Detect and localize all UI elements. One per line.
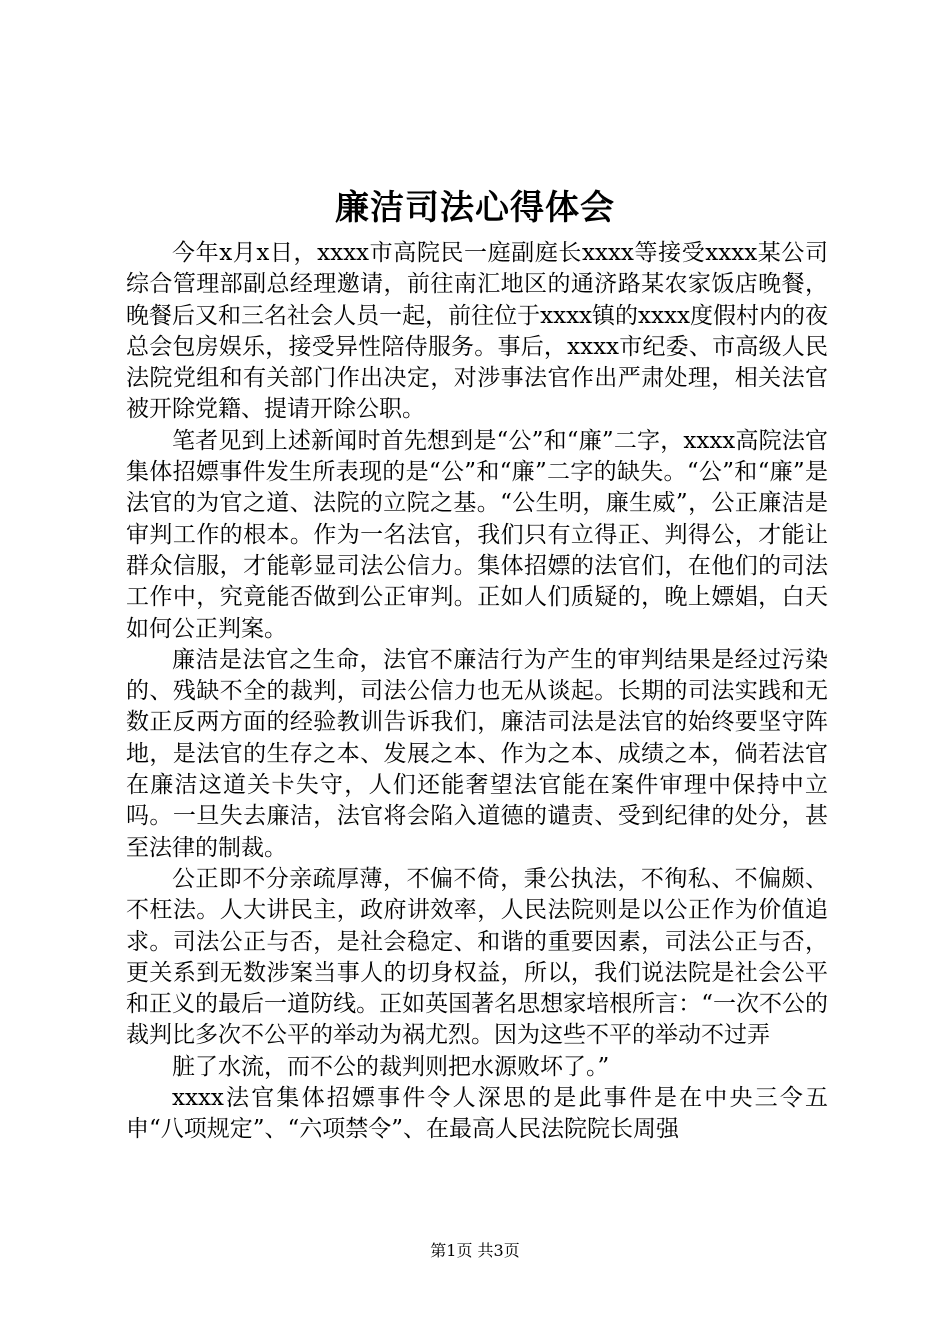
- page-number-footer: 第1页 共3页: [430, 1241, 520, 1260]
- paragraph: 笔者见到上述新闻时首先想到是“公”和“廉”二字，xxxx高院法官集体招嫖事件发生所表现的是“公”和“廉”二字的缺失。“公”和“廉”是法官的为官之道、法院的立院之基。“公生明，廉生威”，公正廉洁是审判工作的根本。作为一名法官，我们只有立得正、判得公，才能让群众信服，才能彰显司法公信力。集体招嫖的法官们，在他们的司法工作中，究竟能否做到公正审判。正如人们质疑的，晚上嫖娼，白天如何公正判案。: [126, 427, 828, 642]
- paragraph: xxxx法官集体招嫖事件令人深思的是此事件是在中央三令五申“八项规定”、“六项禁令”、在最高人民法院院长周强: [126, 1085, 828, 1143]
- document-title: 廉洁司法心得体会: [335, 188, 615, 228]
- paragraph: 脏了水流，而不公的裁判则把水源败坏了。”: [172, 1053, 610, 1080]
- paragraph: 今年x月x日，xxxx市高院民一庭副庭长xxxx等接受xxxx某公司综合管理部副总经理邀请，前往南汇地区的通济路某农家饭店晚餐，晚餐后又和三名社会人员一起，前往位于xxxx镇的xxxx度假村内的夜总会包房娱乐，接受异性陪侍服务。事后，xxxx市纪委、市高级人民法院党组和有关部门作出决定，对涉事法官作出严肃处理，相关法官被开除党籍、提请开除公职。: [126, 240, 828, 423]
- paragraph: 公正即不分亲疏厚薄，不偏不倚，秉公执法，不徇私、不偏颇、不枉法。人大讲民主，政府讲效率，人民法院则是以公正作为价值追求。司法公正与否，是社会稳定、和谐的重要因素，司法公正与否，更关系到无数涉案当事人的切身权益，所以，我们说法院是社会公平和正义的最后一道防线。正如英国著名思想家培根所言：“一次不公的裁判比多次不公平的举动为祸尤烈。因为这些不平的举动不过弄: [126, 865, 828, 1049]
- paragraph: 廉洁是法官之生命，法官不廉洁行为产生的审判结果是经过污染的、残缺不全的裁判，司法公信力也无从谈起。长期的司法实践和无数正反两方面的经验教训告诉我们，廉洁司法是法官的始终要坚守阵地，是法官的生存之本、发展之本、作为之本、成绩之本，倘若法官在廉洁这道关卡失守，人们还能奢望法官能在案件审理中保持中立吗。一旦失去廉洁，法官将会陷入道德的谴责、受到纪律的处分，甚至法律的制裁。: [126, 646, 828, 861]
- document-body: [126, 238, 828, 1146]
